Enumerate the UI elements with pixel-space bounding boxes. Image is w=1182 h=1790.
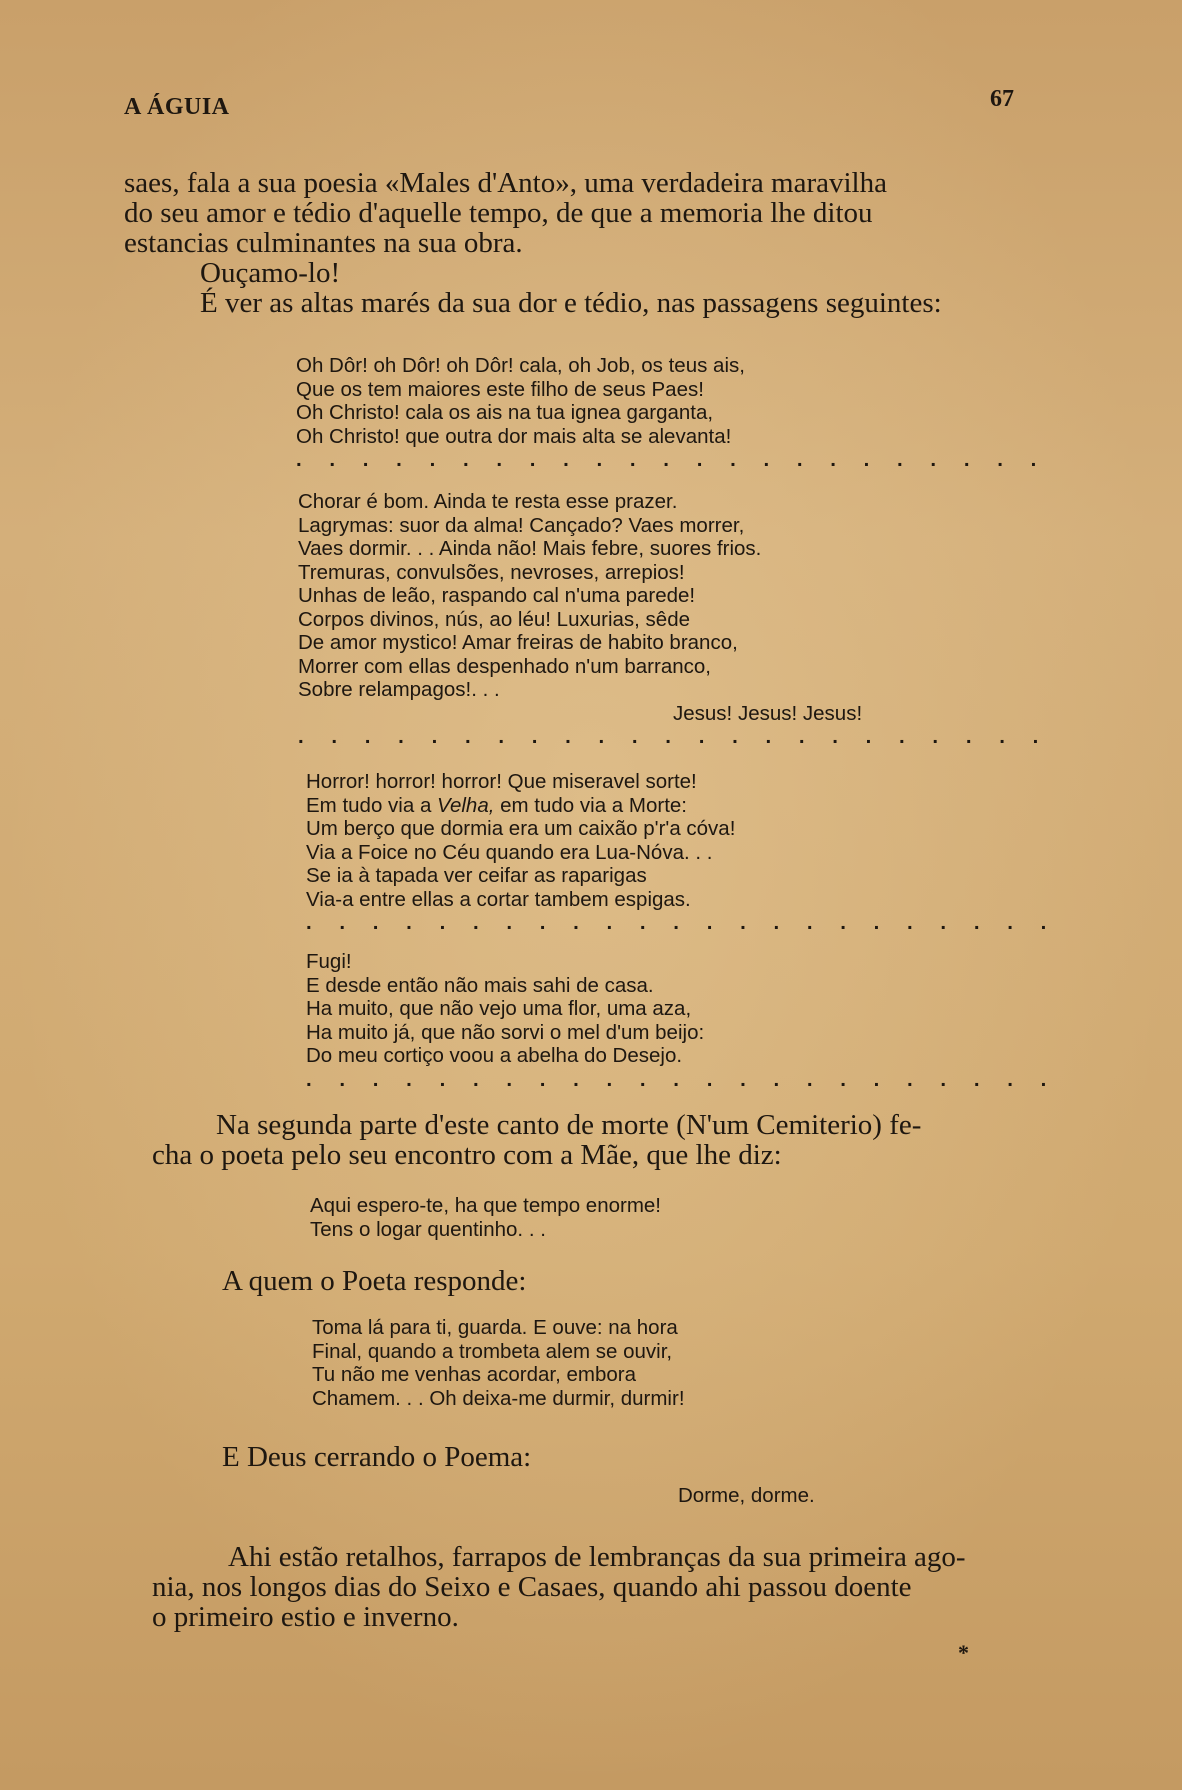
verse-line: Um berço que dormia era um caixão p'r'a cóva! xyxy=(306,817,736,840)
verse-line: Via-a entre ellas a cortar tambem espigas. xyxy=(306,887,691,911)
verse-line: Que os tem maiores este filho de seus Paes! xyxy=(296,377,704,401)
paragraph-5 xyxy=(152,1542,1052,1632)
verse-line: Jesus! Jesus! Jesus! xyxy=(673,701,863,725)
verse-line: Fugi! xyxy=(306,950,352,973)
verse-line: Do meu cortiço voou a abelha do Desejo. xyxy=(306,1044,683,1067)
verse-line: Aqui espero-te, ha que tempo enorme! xyxy=(310,1194,661,1217)
prose-line: cha o poeta pelo seu encontro com a Mãe, que lhe diz: xyxy=(152,1139,782,1171)
ellipsis-divider: . . . . . . . . . . . . . . . . . . . . . . . xyxy=(306,911,1058,934)
prose-line: Ahi estão retalhos, farrapos de lembranças da sua primeira ago- xyxy=(228,1541,966,1573)
verse-line: Vaes dormir. . . Ainda não! Mais febre, suores frios. xyxy=(298,537,762,560)
stanza-3 xyxy=(306,770,1057,935)
ellipsis-divider: . . . . . . . . . . . . . . . . . . . . . . . xyxy=(296,448,1048,471)
ellipsis-divider: . . . . . . . . . . . . . . . . . . . . . . . xyxy=(306,1067,1058,1091)
prose-line: Ouçamo-lo! xyxy=(200,257,341,289)
verse-line: Tremuras, convulsões, nevroses, arrepios! xyxy=(298,560,685,584)
verse-line: Toma lá para ti, guarda. E ouve: na hora xyxy=(312,1316,678,1339)
footer-mark: * xyxy=(958,1640,969,1665)
verse-line: Tu não me venhas acordar, embora xyxy=(312,1363,637,1386)
paragraph-4: E Deus cerrando o Poema: xyxy=(222,1441,532,1473)
verse-line: Morrer com ellas despenhado n'um barranco, xyxy=(298,654,711,678)
page-number: 67 xyxy=(990,86,1014,112)
ellipsis-divider: . . . . . . . . . . . . . . . . . . . . . . . xyxy=(298,725,1050,748)
prose-line: Na segunda parte d'este canto de morte (N'um Cemiterio) fe- xyxy=(216,1109,922,1141)
stanza-4 xyxy=(306,950,1057,1091)
stanza-5 xyxy=(310,1194,661,1241)
verse-line: Via a Foice no Céu quando era Lua-Nóva. . . xyxy=(306,840,713,864)
italic-word: Velha, xyxy=(437,793,495,817)
stanza-1 xyxy=(296,354,1047,472)
prose-line: o primeiro estio e inverno. xyxy=(152,1601,459,1633)
verse-line: Oh Dôr! oh Dôr! oh Dôr! cala, oh Job, os teus ais, xyxy=(296,354,745,377)
verse-line: Horror! horror! horror! Que miseravel sorte! xyxy=(306,770,697,793)
paragraph-2 xyxy=(152,1110,1052,1170)
verse-line: Chamem. . . Oh deixa-me durmir, durmir! xyxy=(312,1386,685,1410)
stanza-2 xyxy=(298,490,1049,749)
verse-text: em tudo via a Morte: xyxy=(494,793,687,817)
prose-line: saes, fala a sua poesia «Males d'Anto», uma verdadeira maravilha xyxy=(124,167,887,199)
stanza-7: Dorme, dorme. xyxy=(678,1484,815,1507)
verse-line: E desde então não mais sahi de casa. xyxy=(306,973,654,997)
verse-line: Corpos divinos, nús, ao léu! Luxurias, sêde xyxy=(298,607,691,631)
prose-line: do seu amor e tédio d'aquelle tempo, de que a memoria lhe ditou xyxy=(124,197,873,229)
prose-line: nia, nos longos dias do Seixo e Casaes, quando ahi passou doente xyxy=(152,1571,912,1603)
verse-line: Ha muito, que não vejo uma flor, uma aza, xyxy=(306,997,692,1020)
verse-text: Em tudo via a xyxy=(306,793,438,817)
verse-line: Lagrymas: suor da alma! Cançado? Vaes morrer, xyxy=(298,513,745,537)
verse-line: Ha muito já, que não sorvi o mel d'um beijo: xyxy=(306,1020,705,1044)
verse-line: Final, quando a trombeta alem se ouvir, xyxy=(312,1339,673,1363)
verse-line: Chorar é bom. Ainda te resta esse prazer. xyxy=(298,490,678,513)
verse-line: Oh Christo! que outra dor mais alta se alevanta! xyxy=(296,424,732,448)
verse-line: Sobre relampagos!. . . xyxy=(298,678,500,701)
prose-line: É ver as altas marés da sua dor e tédio, nas passagens seguintes: xyxy=(200,287,942,319)
verse-line: Tens o logar quentinho. . . xyxy=(310,1217,546,1241)
verse-line: De amor mystico! Amar freiras de habito branco, xyxy=(298,631,738,654)
verse-line xyxy=(306,794,1057,818)
verse-line: Unhas de leão, raspando cal n'uma parede! xyxy=(298,584,696,607)
running-header-title: A ÁGUIA xyxy=(124,94,230,120)
paragraph-3: A quem o Poeta responde: xyxy=(222,1265,527,1297)
verse-line: Se ia à tapada ver ceifar as raparigas xyxy=(306,864,647,887)
prose-line: estancias culminantes na sua obra. xyxy=(124,227,523,259)
intro-paragraph xyxy=(124,168,1024,318)
stanza-6 xyxy=(312,1316,685,1410)
verse-line: Oh Christo! cala os ais na tua ignea garganta, xyxy=(296,401,714,424)
